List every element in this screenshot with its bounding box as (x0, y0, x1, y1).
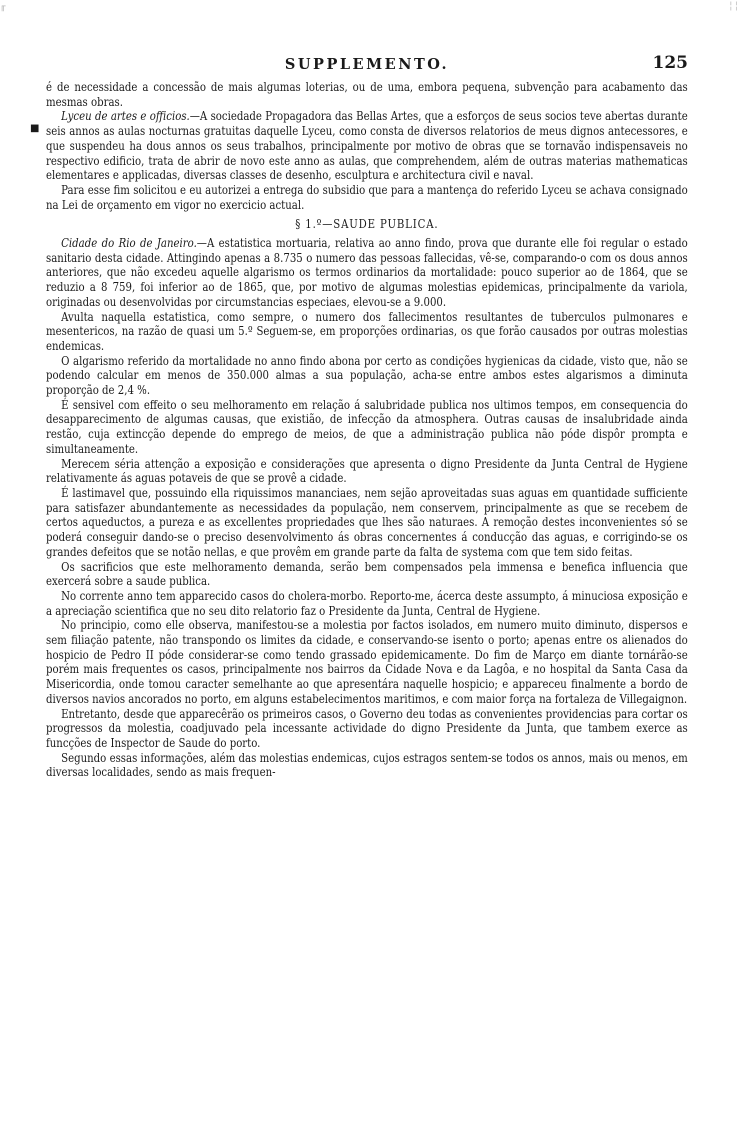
paragraph-text: O algarismo referido da mortalidade no anno findo abona por certo as condições hygienicas da cidade, visto que, não se podendo calcular em menos de 350.000 almas a sua população, acha-se entre ambos estes algarismos a diminuta proporção de 2,4 %. (46, 353, 688, 398)
paragraph-lead: Lyceu de artes e officios. (61, 109, 190, 124)
paragraph (46, 310, 688, 354)
paragraph-text: § 1.º—SAUDE PUBLICA. (295, 217, 439, 232)
paragraph-text: É lastimavel que, possuindo ella riquissimos mananciaes, nem sejão aproveitadas suas aguas em quantidade sufficiente para satisfazer abundantemente as necessidades da população, nem conservem, principalmente as que se recebem de certos aqueductos, a pureza e as excellentes propriedades que lhes são naturaes. A remoção destes inconvenientes só se poderá conseguir dando-se o preciso desenvolvimento ás obras concernentes á conducção das aguas, e corrigindo-se os grandes defeitos que se notão nellas, e que provêm em grande parte da falta de systema com que tem sido feitas. (46, 485, 688, 559)
paragraph-text: No principio, como elle observa, manifestou-se a molestia por factos isolados, em numero muito diminuto, dispersos e sem filiação patente, não transpondo os limites da cidade, e conservando-se isento o porto; apenas entre os alienados do hospicio de Pedro II póde considerar-se como tendo grassado epidemicamente. Do fim de Março em diante tornárão-se porém mais frequentes os casos, principalmente nos bairros da Cidade Nova e da Lagôa, e no hospital da Santa Casa da Misericordia, onde tomou caracter semelhante ao que apresentára naquelle hospicio; e appareceu finalmente a bordo de diversos navios ancorados no porto, em alguns estabelecimentos maritimos, e com maior força na fortaleza de Villegaignon. (46, 618, 688, 706)
page-header (46, 53, 688, 80)
paragraph (46, 707, 688, 751)
paragraph (46, 398, 688, 457)
paragraph (46, 80, 688, 109)
paragraph (46, 236, 688, 310)
scan-corner-mark-icon: ╓ (0, 2, 6, 12)
paragraph (46, 109, 688, 183)
paragraph-text: Entretanto, desde que apparecêrão os primeiros casos, o Governo deu todas as convenientes providencias para cortar os progressos da molestia, coadjuvado pela incessante actividade do digno Presidente da Junta, que tambem exerce as funcções de Inspector de Saude do porto. (46, 706, 688, 750)
paragraph (46, 560, 688, 589)
paragraph (46, 354, 688, 398)
paragraph (46, 183, 688, 212)
paragraph (46, 486, 688, 560)
section-heading (46, 217, 688, 232)
paragraph (46, 618, 688, 706)
scan-edge-mark-icon: ╎╎ (728, 2, 739, 12)
paragraph-text: —A estatistica mortuaria, relativa ao anno findo, prova que durante elle foi regular o estado sanitario desta cidade. Attingindo apenas a 8.735 o numero das pessoas fallecidas, vê-se, comparando-o com os dous annos anteriores, que não excedeu aquelle algarismo os termos ordinarios da mortalidade: pouco superior ao de 1864, que se reduzio a 8 759, foi inferior ao de 1865, que, por motivo de algumas molestias epidemicas, principalmente da variola, originadas ou desenvolvidas por circumstancias especiaes, elevou-se a 9.000. (46, 236, 688, 309)
margin-bullet-mark: ■ (30, 123, 40, 134)
body-text (46, 80, 688, 780)
paragraph (46, 457, 688, 486)
paragraph-text: Para esse fim solicitou e eu autorizei a entrega do subsidio que para a mantença do referido Lyceu se achava consignado na Lei de orçamento em vigor no exercicio actual. (46, 182, 688, 212)
paragraph (46, 589, 688, 618)
paragraph-text: Merecem séria attenção a exposição e considerações que apresenta o digno Presidente da Junta Central de Hygiene relativamente ás aguas potaveis de que se provê a cidade. (46, 456, 688, 486)
document-page (30, 53, 688, 1126)
paragraph-text: Segundo essas informações, além das molestias endemicas, cujos estragos sentem-se todos os annos, mais ou menos, em diversas localidades, sendo as mais frequen- (46, 750, 688, 780)
paragraph (46, 751, 688, 780)
paragraph-text: No corrente anno tem apparecido casos do cholera-morbo. Reporto-me, ácerca deste assumpto, á minuciosa exposição e a apreciação scientifica que no seu dito relatorio faz o Presidente da Junta, Central de Hygiene. (46, 588, 688, 618)
paragraph-text: Avulta naquella estatistica, como sempre, o numero dos fallecimentos resultantes de tuberculos pulmonares e mesentericos, na razão de quasi um 5.º Seguem-se, em proporções ordinarias, os que forão causados por outras molestias endemicas. (46, 309, 688, 353)
paragraph-lead: Cidade do Rio de Janeiro. (61, 236, 197, 251)
running-title: SUPPLEMENTO. (284, 56, 450, 73)
paragraph-text: Os sacrificios que este melhoramento demanda, serão bem compensados pela immensa e benefica influencia que exercerá sobre a saude publica. (46, 559, 688, 589)
paragraph-text: É sensivel com effeito o seu melhoramento em relação á salubridade publica nos ultimos tempos, em consequencia do desapparecimento de algumas causas, que existião, de infecção da atmosphera. Outras causas de insalubridade ainda restão, cuja extincção depende do emprego de meios, de que a administração publica não póde dispôr prompta e simultaneamente. (46, 397, 688, 456)
paragraph-text: é de necessidade a concessão de mais algumas loterias, ou de uma, embora pequena, subvenção para acabamento das mesmas obras. (46, 80, 688, 109)
paragraph-text: —A sociedade Propagadora das Bellas Artes, que a esforços de seus socios teve abertas durante seis annos as aulas nocturnas gratuitas daquelle Lyceu, como consta de diversos relatorios de meus dignos antecessores, e que suspendeu ha dous annos os seus trabalhos, principalmente por motivo de obras que se tornavão indispensaveis no respectivo edificio, trata de abrir de novo este anno as aulas, que comprehendem, além de outras materias mathematicas elementares e applicadas, diversas classes de desenho, esculptura e architectura civil e naval. (46, 109, 688, 183)
page-number: 125 (652, 53, 688, 73)
